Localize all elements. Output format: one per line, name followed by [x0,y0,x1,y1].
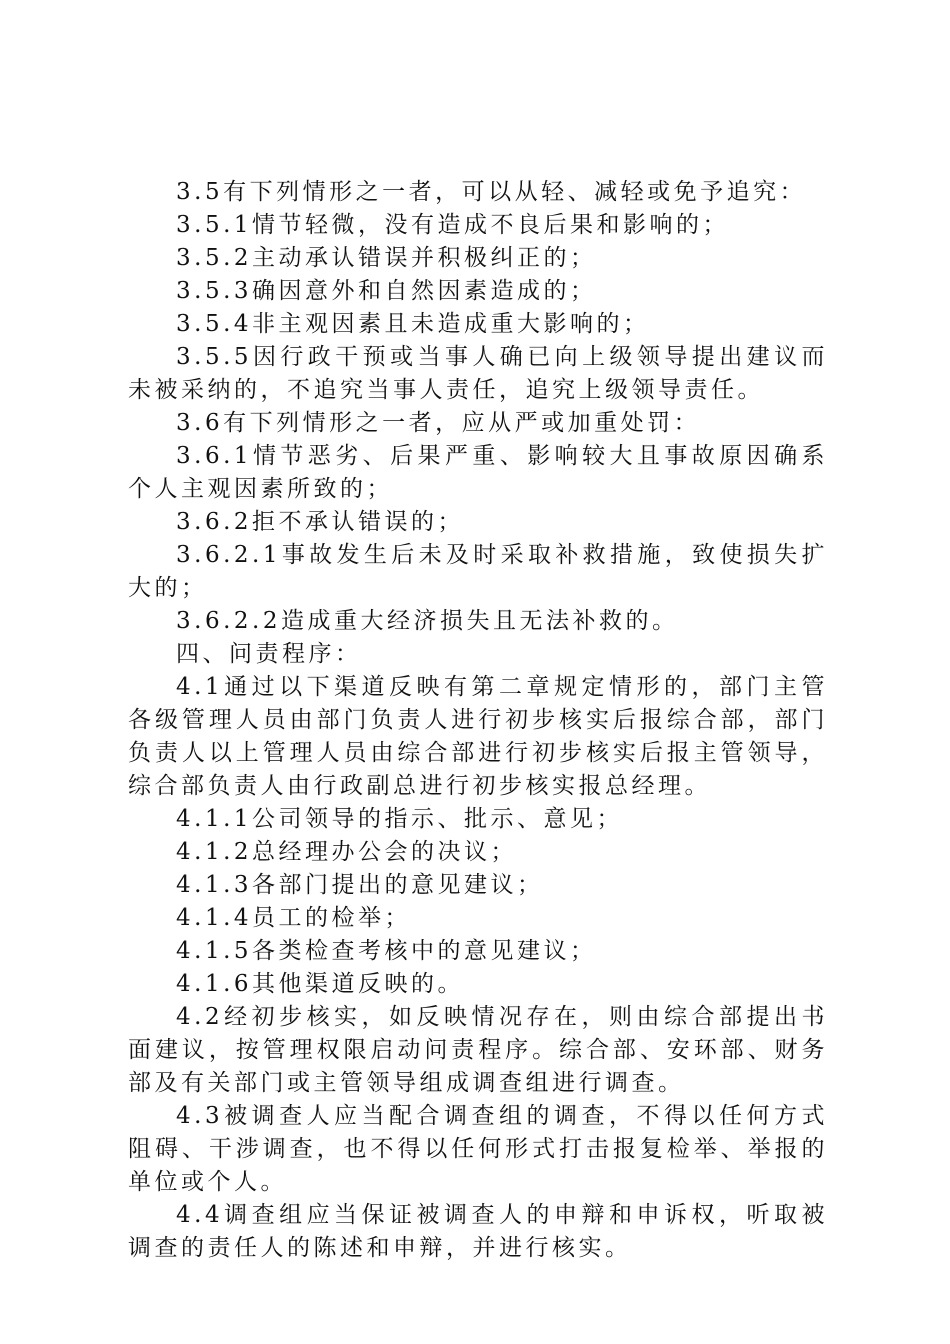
paragraph-4-1-2: 4.1.2总经理办公会的决议； [176,839,518,865]
paragraph-4-1-1: 4.1.1公司领导的指示、批示、意见； [176,806,624,832]
paragraph-4-1: 4.1通过以下渠道反映有第二章规定情形的，部门主管各级管理人员由部门负责人进行初步核实后报综合部，部门负责人以上管理人员由综合部进行初步核实后报主管领导，综合部负责人由行政副总进行初步核实报总经理。 [128,674,828,799]
paragraph-4-3: 4.3被调查人应当配合调查组的调查，不得以任何方式阻碍、干涉调查，也不得以任何形式打击报复检举、举报的单位或个人。 [128,1103,828,1195]
paragraph-3-5-1: 3.5.1情节轻微，没有造成不良后果和影响的； [176,212,730,238]
paragraph-4-4: 4.4调查组应当保证被调查人的申辩和申诉权，听取被调查的责任人的陈述和申辩，并进行核实。 [128,1202,828,1261]
paragraph-4-1-6: 4.1.6其他渠道反映的。 [176,971,465,997]
paragraph-4-1-5: 4.1.5各类检查考核中的意见建议； [176,938,597,964]
paragraph-3-5-3: 3.5.3确因意外和自然因素造成的； [176,278,597,304]
paragraph-3-5-4: 3.5.4非主观因素且未造成重大影响的； [176,311,650,337]
paragraph-4-1-3: 4.1.3各部门提出的意见建议； [176,872,544,898]
paragraph-3-6-1: 3.6.1情节恶劣、后果严重、影响较大且事故原因确系个人主观因素所致的； [128,443,828,502]
paragraph-4-1-4: 4.1.4员工的检举； [176,905,412,931]
paragraph-3-6: 3.6有下列情形之一者，应从严或加重处罚： [176,410,701,436]
paragraph-3-6-2-2: 3.6.2.2造成重大经济损失且无法补救的。 [176,608,679,634]
paragraph-3-5: 3.5有下列情形之一者，可以从轻、减轻或免予追究： [176,179,807,205]
paragraph-3-6-2-1: 3.6.2.1事故发生后未及时采取补救措施，致使损失扩大的； [128,542,828,601]
section-heading-4: 四、问责程序： [176,641,362,667]
paragraph-3-6-2: 3.6.2拒不承认错误的； [176,509,465,535]
document-body [128,176,828,1265]
paragraph-3-5-5: 3.5.5因行政干预或当事人确已向上级领导提出建议而未被采纳的，不追究当事人责任，追究上级领导责任。 [128,344,828,403]
paragraph-4-2: 4.2经初步核实，如反映情况存在，则由综合部提出书面建议，按管理权限启动问责程序。综合部、安环部、财务部及有关部门或主管领导组成调查组进行调查。 [128,1004,828,1096]
paragraph-3-5-2: 3.5.2主动承认错误并积极纠正的； [176,245,597,271]
